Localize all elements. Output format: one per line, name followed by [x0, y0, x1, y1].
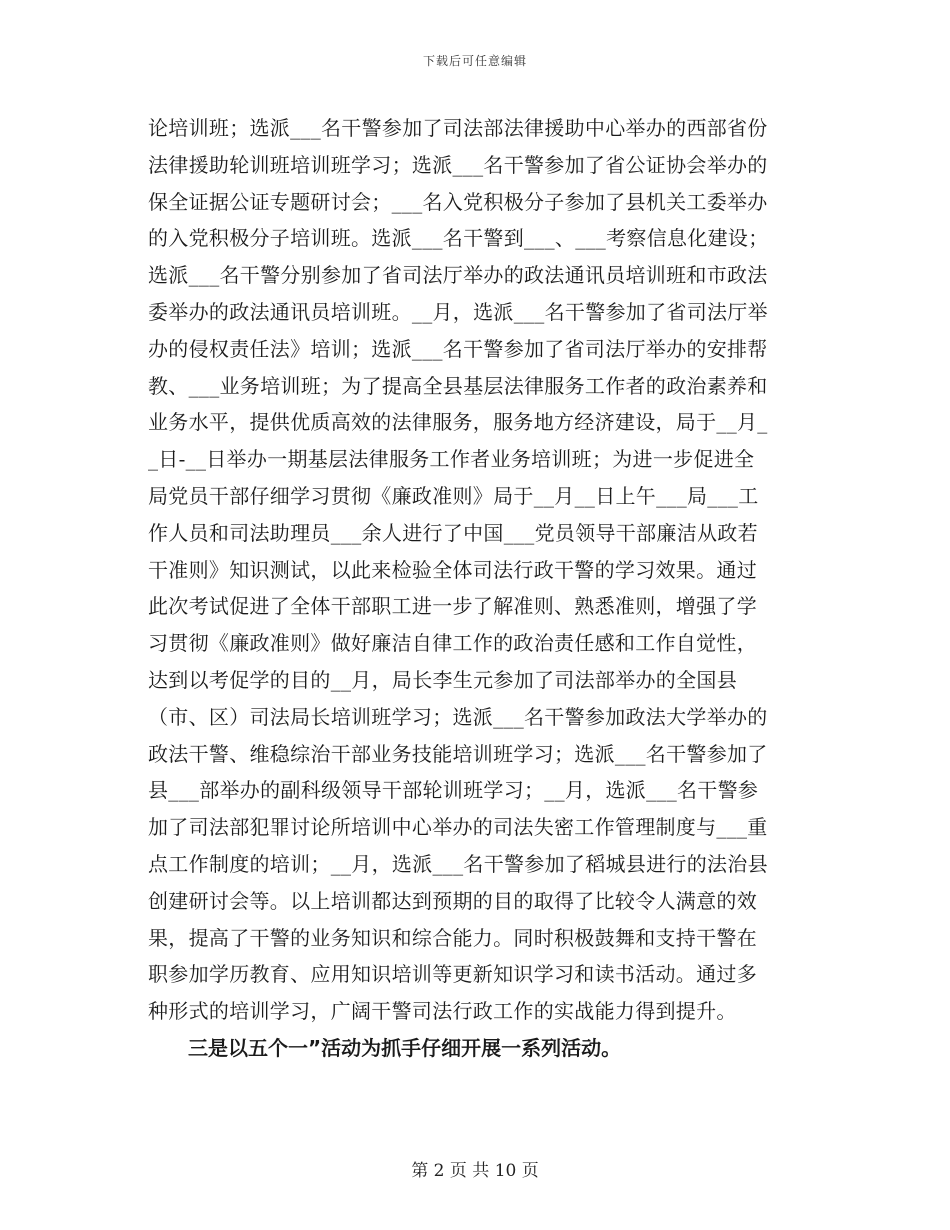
body-line: （市、区）司法局长培训班学习；选派___名干警参加政法大学举办的: [148, 704, 768, 729]
body-line: 种形式的培训学习，广阔干警司法行政工作的实战能力得到提升。: [148, 999, 737, 1024]
document-body: [148, 110, 808, 1067]
body-line: 法律援助轮训班培训班学习；选派___名干警参加了省公证协会举办的: [148, 152, 768, 177]
body-line: 点工作制度的培训；__月，选派___名干警参加了稻城县进行的法治县: [148, 851, 768, 876]
body-line: _日-__日举办一期基层法律服务工作者业务培训班；为进一步促进全: [148, 447, 755, 472]
body-line: 加了司法部犯罪讨论所培训中心举办的司法失密工作管理制度与___重: [148, 815, 768, 840]
body-line: 此次考试促进了全体干部职工进一步了解准则、熟悉准则，增强了学: [148, 594, 757, 619]
body-line: 习贯彻《廉政准则》做好廉洁自律工作的政治责任感和工作自觉性，: [148, 631, 757, 656]
body-line: 职参加学历教育、应用知识培训等更新知识学习和读书活动。通过多: [148, 962, 757, 987]
page-header: 下载后可任意编辑: [422, 54, 527, 68]
body-line: 干准则》知识测试，以此来检验全体司法行政干警的学习效果。通过: [148, 557, 757, 582]
body-line: 办的侵权责任法》培训；选派___名干警参加了省司法厅举办的安排帮: [148, 336, 768, 361]
body-line: 教、___业务培训班；为了提高全县基层法律服务工作者的政治素养和: [148, 373, 768, 398]
body-line: 保全证据公证专题研讨会；___名入党积极分子参加了县机关工委举办: [148, 189, 768, 214]
body-line: 选派___名干警分别参加了省司法厅举办的政法通讯员培训班和市政法: [148, 263, 768, 288]
page-footer: 第 2 页 共 10 页: [411, 1161, 539, 1181]
section-heading: 三是以五个一”活动为抓手仔细开展一系列活动。: [188, 1035, 622, 1060]
body-line: 政法干警、维稳综治干部业务技能培训班学习；选派___名干警参加了: [148, 741, 768, 766]
body-line: 局党员干部仔细学习贯彻《廉政准则》局于__月__日上午___局___工: [148, 483, 759, 508]
body-line: 创建研讨会等。以上培训都达到预期的目的取得了比较令人满意的效: [148, 888, 757, 913]
body-line: 业务水平，提供优质高效的法律服务，服务地方经济建设，局于__月_: [148, 410, 768, 435]
body-line: 论培训班；选派___名干警参加了司法部法律援助中心举办的西部省份: [148, 116, 768, 140]
body-line: 作人员和司法助理员___余人进行了中国___党员领导干部廉洁从政若: [148, 520, 758, 545]
body-line: 果，提高了干警的业务知识和综合能力。同时积极鼓舞和支持干警在: [148, 925, 757, 950]
body-line: 委举办的政法通讯员培训班。__月，选派___名干警参加了省司法厅举: [148, 299, 768, 324]
body-line: 县___部举办的副科级领导干部轮训班学习；__月，选派___名干警参: [148, 778, 759, 803]
body-line: 的入党积极分子培训班。选派___名干警到___、___考察信息化建设；: [148, 226, 769, 251]
body-line: 达到以考促学的目的__月，局长李生元参加了司法部举办的全国县: [148, 667, 737, 692]
